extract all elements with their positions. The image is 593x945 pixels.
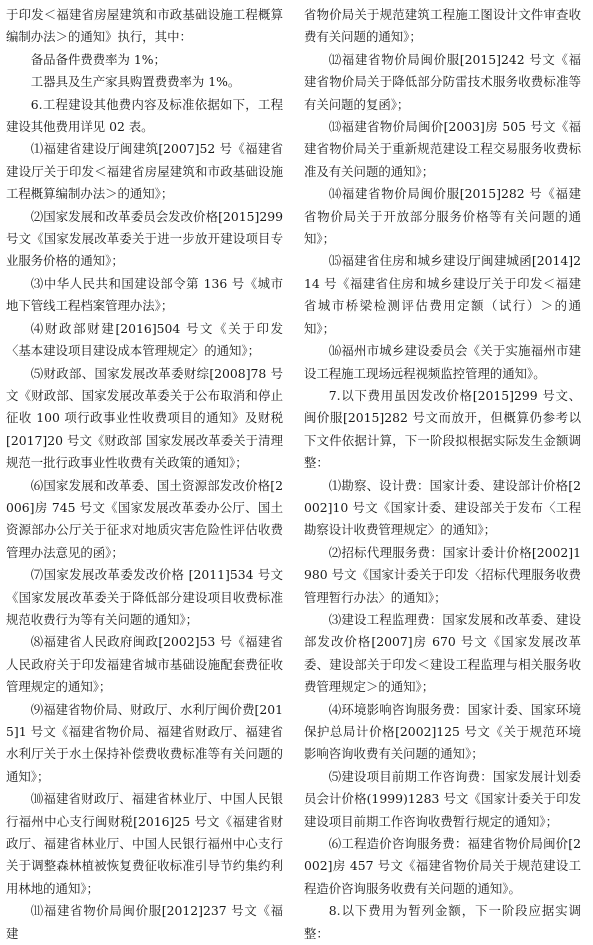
- paragraph: ⑷环境影响咨询服务费：国家计委、国家环境保护总局计价格[2002]125 号文《关于规范环境影响咨询收费有关问题的通知》；: [304, 701, 581, 762]
- paragraph: ⑵国家发展和改革委员会发改价格[2015]299 号文《国家发展改革委关于进一步放开建设项目专业服务价格的通知》；: [6, 208, 283, 269]
- paragraph: ⑶中华人民共和国建设部令第 136 号《城市地下管线工程档案管理办法》；: [6, 275, 283, 314]
- paragraph: ⒁福建省物价局闽价服[2015]282 号《福建省物价局关于开放部分服务价格等有关问题的通知》；: [304, 186, 581, 247]
- paragraph: ⑼福建省物价局、财政厅、水利厅闽价费[2015]1 号文《福建省物价局、福建省财政厅、福建省水利厅关于水土保持补偿费收费标准等有关问题的通知》；: [6, 701, 283, 784]
- left-column: [6, 4, 283, 941]
- paragraph: 6.工程建设其他费内容及标准依据如下，工程建设其他费用详见 02 表。: [6, 96, 283, 135]
- paragraph: ⑻福建省人民政府闽政[2002]53 号《福建省人民政府关于印发福建省城市基础设施配套费征收管理规定的通知》；: [6, 634, 283, 695]
- paragraph: 于印发＜福建省房屋建筑和市政基础设施工程概算编制办法＞的通知》执行，其中：: [6, 7, 283, 45]
- paragraph: ⑾福建省物价局闽价服[2012]237 号文《福建: [6, 903, 283, 941]
- paragraph: ⑷财政部财建[2016]504 号文《关于印发〈基本建设项目建设成本管理规定〉的通知》；: [6, 320, 283, 359]
- paragraph: ⑸财政部、国家发展改革委财综[2008]78 号文《财政部、国家发展改革委关于公布取消和停止征收 100 项行政事业性收费项目的通知》及财税[2017]20 号文《财政部 国家发展改革委关于清理规范一批行政事业性收费有关政策的通知》；: [6, 365, 283, 471]
- paragraph: ⑿福建省物价局闽价服[2015]242 号文《福建省物价局关于降低部分防雷技术服务收费标准等有关问题的复函》；: [304, 51, 581, 112]
- paragraph: 省物价局关于规范建筑工程施工图设计文件审查收费有关问题的通知》；: [304, 7, 581, 45]
- right-column: [304, 4, 581, 941]
- paragraph: 工器具及生产家具购置费费率为 1%。: [30, 74, 241, 90]
- paragraph: ⒃福州市城乡建设委员会《关于实施福州市建设工程施工现场远程视频监控管理的通知》。: [304, 343, 581, 381]
- paragraph: 8.以下费用为暂列金额，下一阶段应据实调整：: [304, 903, 581, 941]
- paragraph: 7.以下费用虽因发改价格[2015]299 号文、闽价服[2015]282 号文而放开，但概算仍参考以下文件依据计算，下一阶段拟根据实际发生金额调整：: [304, 387, 581, 471]
- paragraph: ⑴勘察、设计费：国家计委、建设部计价格[2002]10 号文《国家计委、建设部关于发布〈工程勘察设计收费管理规定〉的通知》；: [304, 477, 581, 538]
- paragraph: ⑺国家发展改革委发改价格 [2011]534 号文《国家发展改革委关于降低部分建设项目收费标准规范收费行为等有关问题的通知》；: [6, 567, 283, 627]
- paragraph: ⒂福建省住房和城乡建设厅闽建城函[2014]214 号《福建省住房和城乡建设厅关于印发＜福建省城市桥梁检测评估费用定额（试行）＞的通知》；: [304, 253, 581, 336]
- paragraph: ⒀福建省物价局闽价[2003]房 505 号文《福建省物价局关于重新规范建设工程交易服务收费标准及有关问题的通知》；: [304, 119, 581, 179]
- paragraph: ⑴福建省建设厅闽建筑[2007]52 号《福建省建设厅关于印发＜福建省房屋建筑和市政基础设施工程概算编制办法＞的通知》；: [6, 141, 283, 202]
- paragraph: 备品备件费费率为 1%；: [30, 51, 166, 67]
- paragraph: ⑹工程造价咨询服务费：福建省物价局闽价[2002]房 457 号文《福建省物价局关于规范建设工程造价咨询服务收费有关问题的通知》。: [304, 836, 581, 896]
- paragraph: ⑵招标代理服务费：国家计委计价格[2002]1980 号文《国家计委关于印发〈招标代理服务收费管理暂行办法〉的通知》；: [304, 544, 581, 605]
- paragraph: ⑸建设项目前期工作咨询费：国家发展计划委员会计价格(1999)1283 号文《国家计委关于印发建设项目前期工作咨询收费暂行规定的通知》；: [304, 768, 581, 829]
- paragraph: ⑽福建省财政厅、福建省林业厅、中国人民银行福州中心支行闽财税[2016]25 号文《福建省财政厅、福建省林业厅、中国人民银行福州中心支行关于调整森林植被恢复费征收标准引导节约集约利用林地的通知》；: [6, 791, 283, 896]
- paragraph: ⑶建设工程监理费：国家发展和改革委、建设部发改价格[2007]房 670 号文《国家发展改革委、建设部关于印发＜建设工程监理与相关服务收费管理规定＞的通知》；: [304, 611, 581, 695]
- paragraph: ⑹国家发展和改革委、国土资源部发改价格[2006]房 745 号文《国家发展改革委办公厅、国土资源部办公厅关于征求对地质灾害危险性评估收费管理办法意见的函》；: [6, 477, 283, 560]
